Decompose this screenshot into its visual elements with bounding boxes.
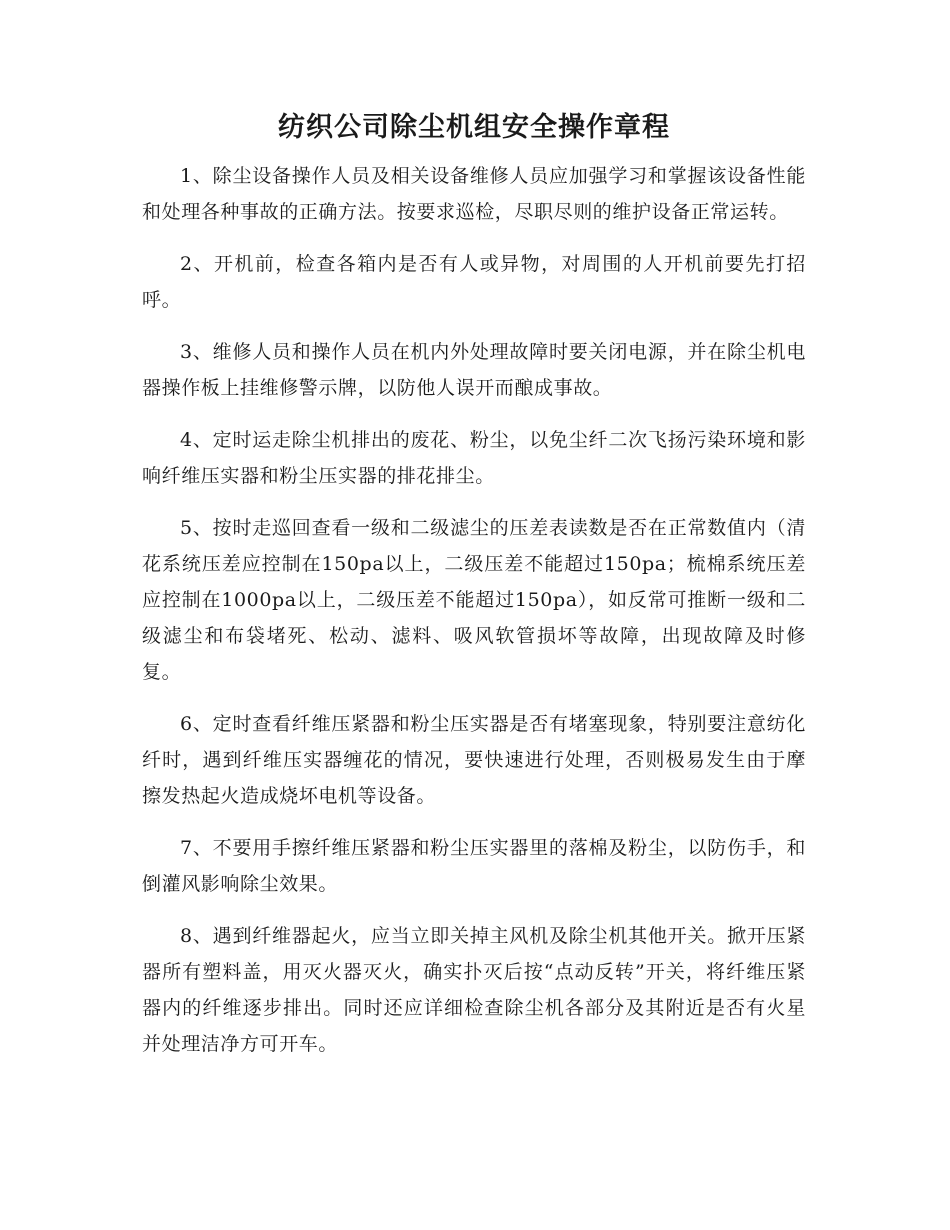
paragraph-4: 4、定时运走除尘机排出的废花、粉尘，以免尘纤二次飞扬污染环境和影响纤维压实器和粉尘压实器的排花排尘。 — [142, 429, 806, 487]
paragraph-3: 3、维修人员和操作人员在机内外处理故障时要关闭电源，并在除尘机电器操作板上挂维修警示牌，以防他人误开而酿成事故。 — [142, 341, 806, 399]
document-title: 纺织公司除尘机组安全操作章程 — [278, 112, 670, 143]
paragraph-5: 5、按时走巡回查看一级和二级滤尘的压差表读数是否在正常数值内（清花系统压差应控制在150pa以上，二级压差不能超过150pa；梳棉系统压差应控制在1000pa以上，二级压差不能超过150pa），如反常可推断一级和二级滤尘和布袋堵死、松动、滤料、吸风软管损坏等故障，出现故障及时修复。 — [142, 517, 806, 683]
document-page — [142, 108, 806, 1078]
paragraph-1: 1、除尘设备操作人员及相关设备维修人员应加强学习和掌握该设备性能和处理各种事故的正确方法。按要求巡检，尽职尽则的维护设备正常运转。 — [142, 165, 806, 223]
paragraph-8: 8、遇到纤维器起火，应当立即关掉主风机及除尘机其他开关。掀开压紧器所有塑料盖，用灭火器灭火，确实扑灭后按“点动反转”开关，将纤维压紧器内的纤维逐步排出。同时还应详细检查除尘机各部分及其附近是否有火星并处理洁净方可开车。 — [142, 925, 806, 1055]
paragraph-2: 2、开机前，检查各箱内是否有人或异物，对周围的人开机前要先打招呼。 — [142, 253, 806, 311]
paragraph-7: 7、不要用手擦纤维压紧器和粉尘压实器里的落棉及粉尘，以防伤手，和倒灌风影响除尘效果。 — [142, 837, 806, 895]
paragraph-6: 6、定时查看纤维压紧器和粉尘压实器是否有堵塞现象，特别要注意纺化纤时，遇到纤维压实器缠花的情况，要快速进行处理，否则极易发生由于摩擦发热起火造成烧坏电机等设备。 — [142, 713, 806, 807]
